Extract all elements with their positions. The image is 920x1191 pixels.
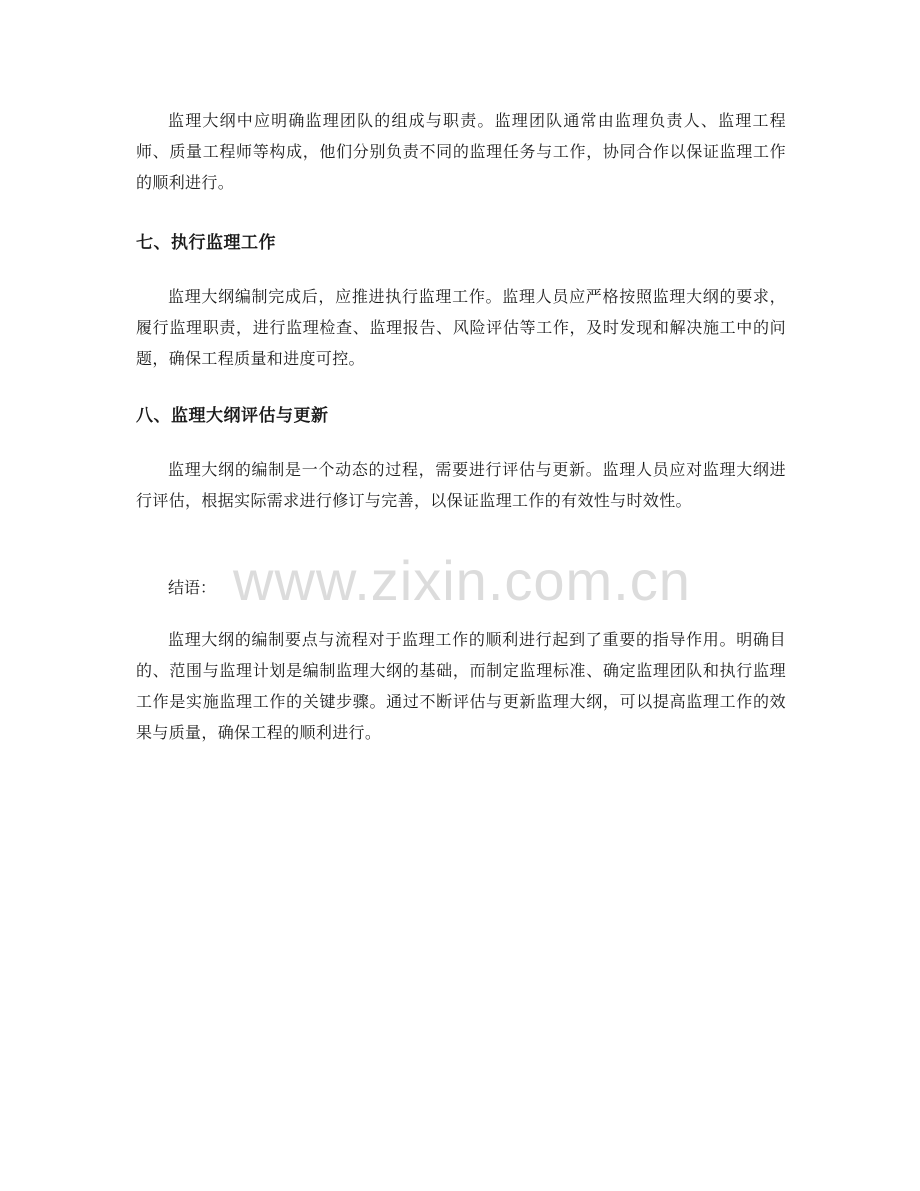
section-heading-evaluate-update: 八、监理大纲评估与更新 <box>136 406 329 426</box>
paragraph-conclusion: 监理大纲的编制要点与流程对于监理工作的顺利进行起到了重要的指导作用。明确目的、范围与监理计划是编制监理大纲的基础，而制定监理标准、确定监理团队和执行监理工作是实施监理工作的关键步骤。通过不断评估与更新监理大纲，可以提高监理工作的效果与质量，确保工程的顺利进行。 <box>136 630 786 742</box>
paragraph-team-composition: 监理大纲中应明确监理团队的组成与职责。监理团队通常由监理负责人、监理工程师、质量工程师等构成，他们分别负责不同的监理任务与工作，协同合作以保证监理工作的顺利进行。 <box>136 111 786 192</box>
closing-label: 结语： <box>168 578 217 597</box>
watermark-text: www.zixin.com.cn <box>233 549 691 612</box>
paragraph-evaluate-update: 监理大纲的编制是一个动态的过程，需要进行评估与更新。监理人员应对监理大纲进行评估，根据实际需求进行修订与完善，以保证监理工作的有效性与时效性。 <box>136 460 786 510</box>
paragraph-execute-supervision: 监理大纲编制完成后，应推进执行监理工作。监理人员应严格按照监理大纲的要求，履行监理职责，进行监理检查、监理报告、风险评估等工作，及时发现和解决施工中的问题，确保工程质量和进度可控。 <box>136 287 786 368</box>
section-heading-execute-supervision: 七、执行监理工作 <box>136 233 276 253</box>
